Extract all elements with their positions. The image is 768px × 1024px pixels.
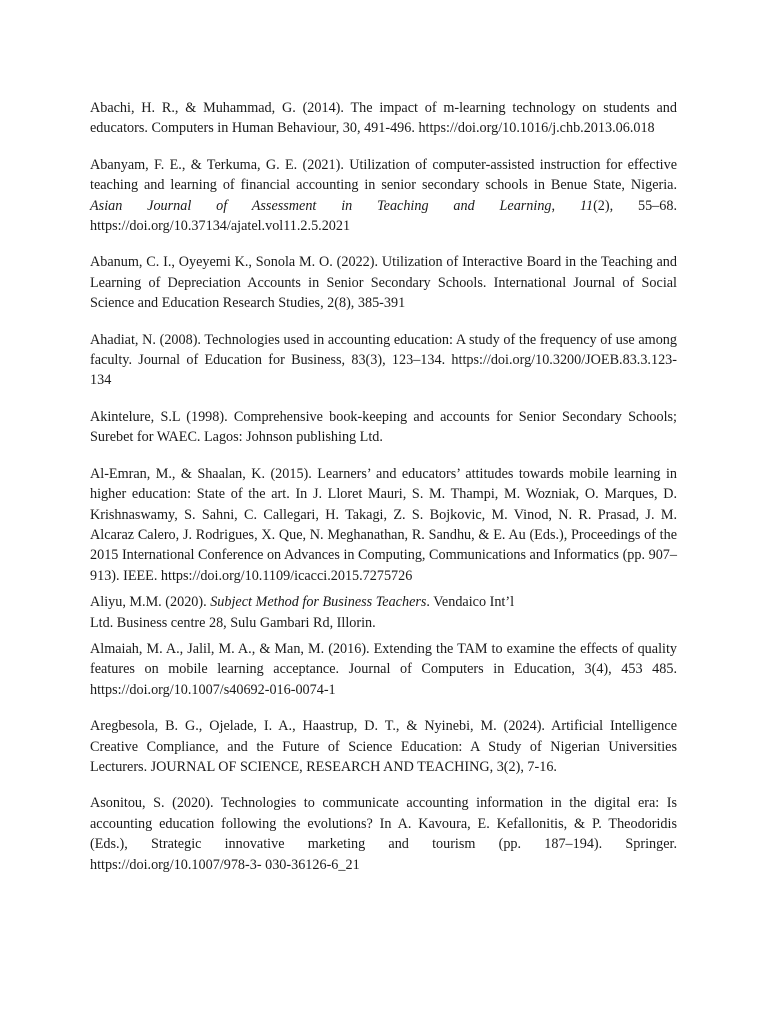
reference-list bbox=[90, 98, 677, 891]
book-title: Subject Method for Business Teachers bbox=[210, 594, 427, 611]
reference-aliyu-2020 bbox=[90, 592, 677, 633]
reference-text: Ltd. Business centre 28, Sulu Gambari Rd, Illorin. bbox=[90, 614, 376, 631]
reference-al-emran-2015: Al-Emran, M., & Shaalan, K. (2015). Learners’ and educators’ attitudes towards mobile learning in higher education: State of the art. In J. Lloret Mauri, S. M. Thampi, M. Wozniak, O. Marques, D. Krishnaswamy, S. Sahni, C. Callegari, H. Takagi, Z. S. Bojkovic, M. Vinod, N. R. Prasad, J. M. Alcaraz Calero, J. Rodrigues, X. Que, N. Meghanathan, R. Sandhu, & E. Au (Eds.), Proceedings of the 2015 International Conference on Advances in Computing, Communications and Informatics (pp. 907–913). IEEE. https://doi.org/10.1109/icacci.2015.7275726 bbox=[90, 465, 677, 584]
reference-aregbesola-2024: Aregbesola, B. G., Ojelade, I. A., Haastrup, D. T., & Nyinebi, M. (2024). Artificial Intelligence Creative Compliance, and the Future of Science Education: A Study of Nigerian Universities Lecturers. JOURNAL OF SCIENCE, RESEARCH AND TEACHING, 3(2), 7-16. bbox=[90, 718, 677, 775]
reference-text: Aliyu, M.M. (2020). bbox=[90, 594, 211, 611]
journal-volume: 11 bbox=[579, 197, 594, 214]
journal-title: Asian Journal of Assessment in Teaching and Learning bbox=[90, 197, 552, 214]
reference-abanyam-2021 bbox=[90, 155, 677, 237]
reference-abachi-2014: Abachi, H. R., & Muhammad, G. (2014). The impact of m-learning technology on students and educators. Computers in Human Behaviour, 30, 491-496. https://doi.org/10.1016/j.chb.2013.06.018 bbox=[90, 100, 677, 137]
reference-text: Abanyam, F. E., & Terkuma, G. E. (2021). Utilization of computer-assisted instruction for effective teaching and learning of financial accounting in senior secondary schools in Benue State, Nigeria. bbox=[90, 156, 677, 194]
reference-text: . Vendaico Int’l bbox=[426, 594, 515, 611]
reference-ahadiat-2008: Ahadiat, N. (2008). Technologies used in accounting education: A study of the frequency of use among faculty. Journal of Education for Business, 83(3), 123–134. https://doi.org/10.3200/JOEB.83.3.123- 134 bbox=[90, 331, 677, 389]
reference-text: (2), 55–68. https://doi.org/10.37134/ajatel.vol11.2.5.2021 bbox=[90, 197, 678, 235]
reference-text: , bbox=[551, 197, 580, 214]
reference-abanum-2022: Abanum, C. I., Oyeyemi K., Sonola M. O. (2022). Utilization of Interactive Board in the Teaching and Learning of Depreciation Accounts in Senior Secondary Schools. International Journal of Social Science and Education Research Studies, 2(8), 385-391 bbox=[90, 254, 677, 312]
reference-asonitou-2020: Asonitou, S. (2020). Technologies to communicate accounting information in the digital era: Is accounting education following the evolutions? In A. Kavoura, E. Kefallonitis, & P. Theodoridis (Eds.), Strategic innovative marketing and tourism (pp. 187–194). Springer. https://doi.org/10.1007/978-3- 030-36126-6_21 bbox=[90, 795, 677, 873]
reference-almaiah-2016: Almaiah, M. A., Jalil, M. A., & Man, M. (2016). Extending the TAM to examine the effects of quality features on mobile learning acceptance. Journal of Computers in Education, 3(4), 453 485. https://doi.org/10.1007/s40692-016-0074-1 bbox=[90, 640, 677, 698]
reference-akintelure-1998: Akintelure, S.L (1998). Comprehensive book-keeping and accounts for Senior Secondary Schools; Surebet for WAEC. Lagos: Johnson publishing Ltd. bbox=[90, 408, 677, 446]
